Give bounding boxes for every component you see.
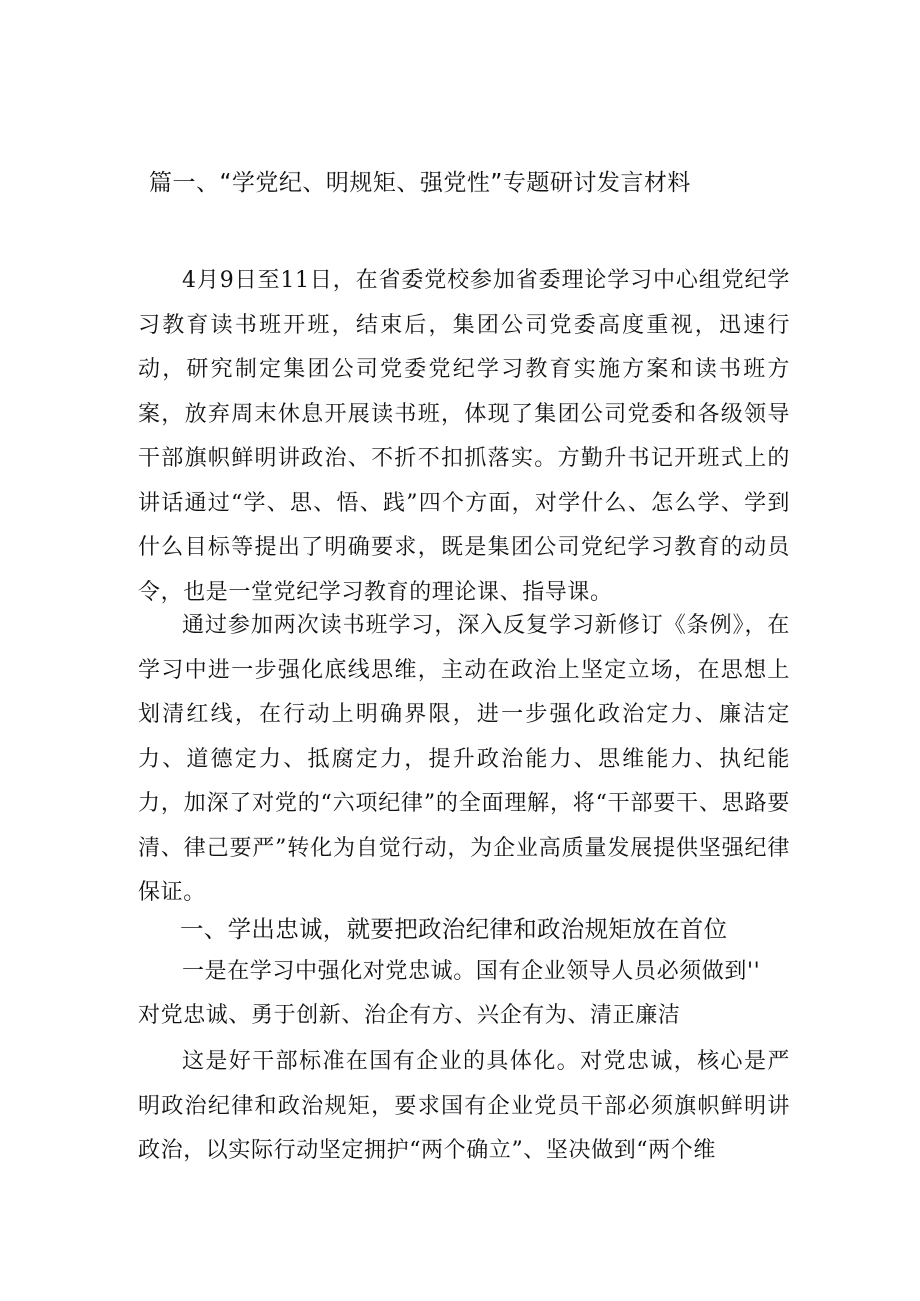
document-title: 篇一、“学党纪、明规矩、强党性”专题研讨发言材料 <box>149 170 691 196</box>
paragraph-1-block <box>138 259 790 615</box>
body-paragraph: 这是好干部标准在国有企业的具体化。对党忠诚，核心是严明政治纪律和政治规矩，要求国有企业党员干部必须旗帜鲜明讲政治，以实际行动坚定拥护“两个确立”、坚决做到“两个维 <box>138 1049 790 1163</box>
body-paragraph: 通过参加两次读书班学习，深入反复学习新修订《条例》，在学习中进一步强化底线思维，主动在政治上坚定立场，在思想上划清红线，在行动上明确界限，进一步强化政治定力、廉洁定力、道德定力、抵腐定力，提升政治能力、思维能力、执纪能力，加深了对党的“六项纪律”的全面理解，将“干部要干、思路要清、律己要严”转化为自觉行动，为企业高质量发展提供坚强纪律保证。 <box>138 613 790 905</box>
paragraph-3-block <box>138 1040 790 1174</box>
body-paragraph: 4月9日至11日，在省委党校参加省委理论学习中心组党纪学习教育读书班开班，结束后，集团公司党委高度重视，迅速行动，研究制定集团公司党委党纪学习教育实施方案和读书班方案，放弃周末休息开展读书班，体现了集团公司党委和各级领导干部旗帜鲜明讲政治、不折不扣抓落实。方勤升书记开班式上的讲话通过“学、思、悟、践”四个方面，对学什么、怎么学、学到什么目标等提出了明确要求，既是集团公司党纪学习教育的动员令，也是一堂党纪学习教育的理论课、指导课。 <box>138 268 790 605</box>
body-line-2: 对党忠诚、勇于创新、治企有方、兴企有为、清正廉洁 <box>138 1003 681 1028</box>
body-line-1: 一是在学习中强化对党忠诚。国有企业领导人员必须做到'' <box>182 959 761 984</box>
paragraph-2-block <box>138 604 790 916</box>
section-heading: 一、学出忠诚，就要把政治纪律和政治规矩放在首位 <box>180 915 728 943</box>
